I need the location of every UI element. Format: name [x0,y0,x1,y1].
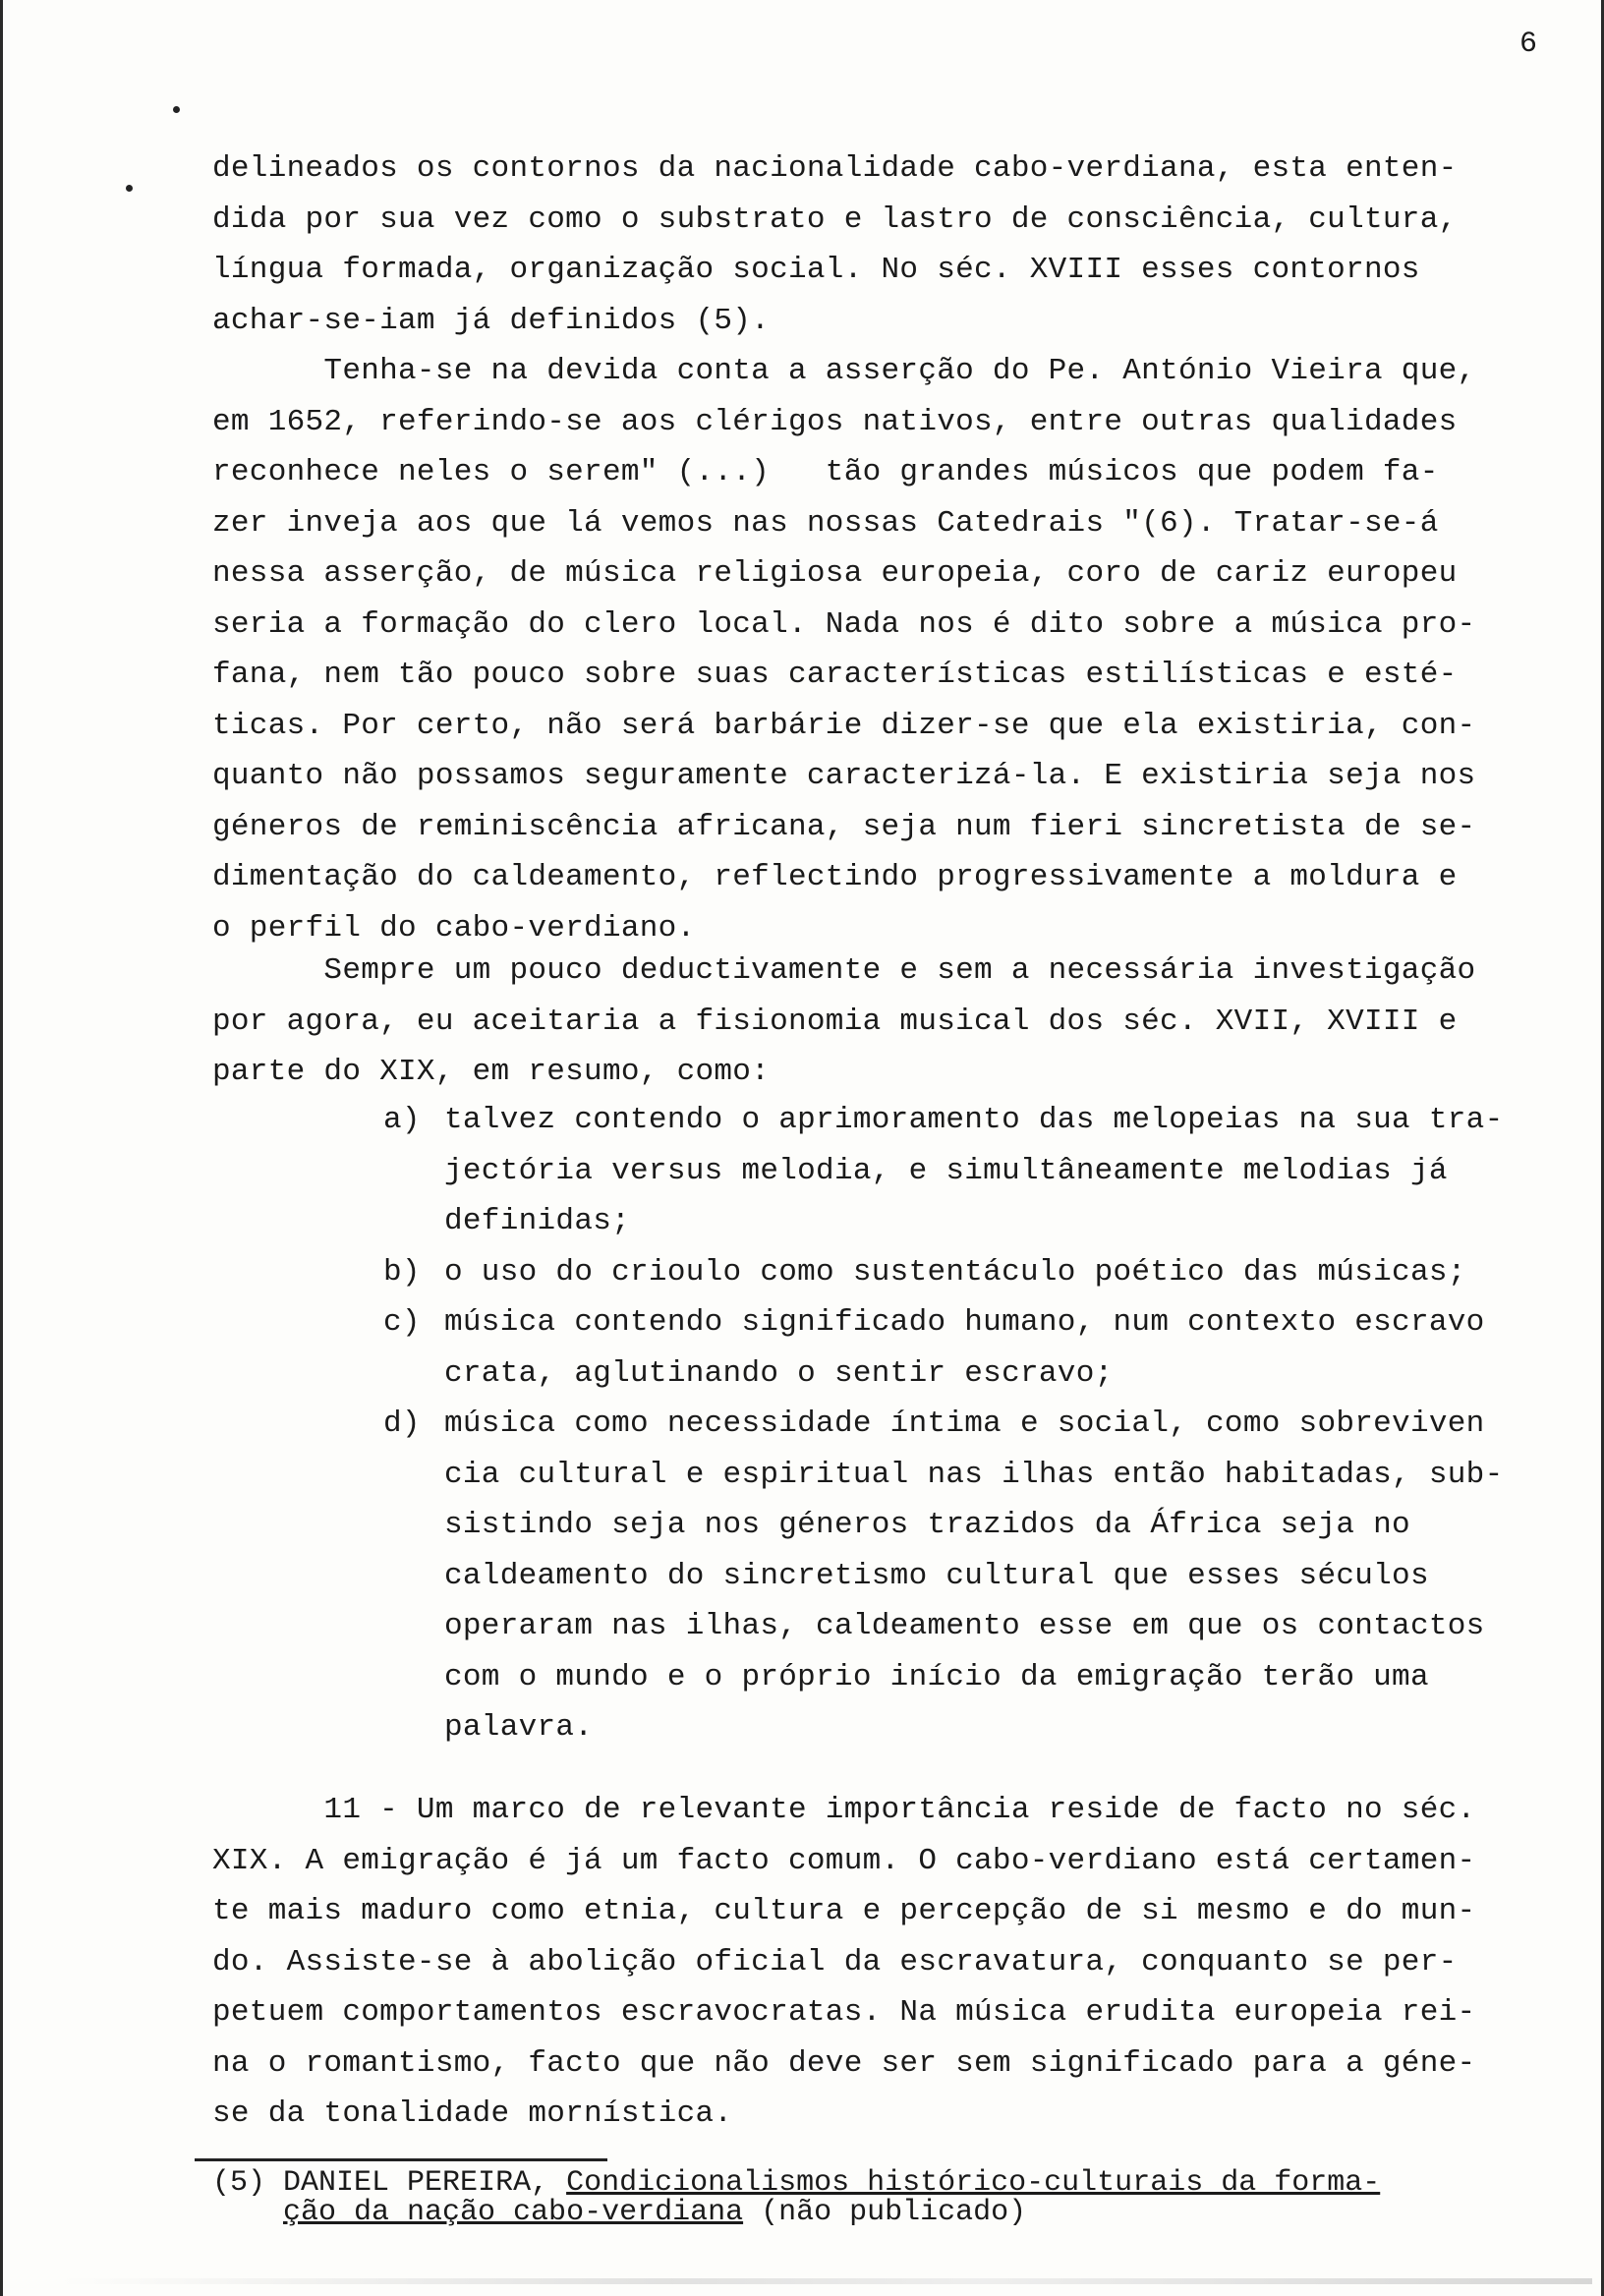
page-number: 6 [1519,28,1538,61]
paragraph-2: Tenha-se na devida conta a asserção do Pe. António Vieira que, em 1652, referindo-se aos clérigos nativos, entre outras qualidades reconhece neles o serem" (...) tão grandes músicos que podem fa- zer inveja aos que lá vemos nas nossas Catedrais "(6). Tratar-se-á nessa asserção, de música religiosa europeia, coro de cariz europeu seria a formação do clero local. Nada nos é dito sobre a música pro- fana, nem tão pouco sobre suas características estilísticas e esté- ticas. Por certo, não será barbárie dizer-se que ela existiria, con- quanto não possamos seguramente caracterizá-la. E existiria seja nos géneros de reminiscência africana, seja num fieri sincretista de se- dimentação do caldeamento, reflectindo progressivamente a moldura e o perfil do cabo-verdiano. [212,354,1476,946]
left-margin-rule [0,0,3,2296]
scan-edge-noise [59,2278,1592,2284]
paragraph-4: 11 - Um marco de relevante importância reside de facto no séc. XIX. A emigração é já um facto comum. O cabo-verdiano está certamen- te mais maduro como etnia, cultura e percepção de si mesmo e do mun- do. Assiste-se à abolição oficial da escravatura, conquanto se per- petuem comportamentos escravocratas. Na música erudita europeia rei- na o romantismo, facto que não deve ser sem significado para a géne- se da tonalidade mornística. [212,1793,1476,2131]
margin-dot [126,185,133,192]
list-item-a [383,1095,1582,1247]
characteristics-list [383,1095,1582,1753]
footnote-5 [212,2168,1380,2227]
footnote-note: (não publicado) [761,2196,1027,2229]
list-marker: c) [383,1305,421,1340]
list-item-d [383,1399,1582,1753]
list-text: talvez contendo o aprimoramento das melopeias na sua tra- jectória versus melodia, e simultâneamente melodias já definidas; [444,1103,1504,1238]
paragraph-3: Sempre um pouco deductivamente e sem a necessária investigação por agora, eu aceitaria a fisionomia musical dos séc. XVII, XVIII e parte do XIX, em resumo, como: [212,953,1476,1089]
footnote-title-line-1: Condicionalismos histórico-culturais da forma- [566,2166,1381,2200]
list-item-c [383,1297,1582,1399]
list-marker: b) [383,1254,421,1290]
list-text: música como necessidade íntima e social, como sobreviven cia cultural e espiritual nas ilhas então habitadas, sub- sistindo seja nos géneros trazidos da África seja no caldeamento do sincretismo cultural que esses séculos operaram nas ilhas, caldeamento esse em que os contactos com o mundo e o próprio início da emigração terão uma palavra. [444,1406,1504,1745]
list-item-b [383,1247,1582,1298]
list-text: música contendo significado humano, num contexto escravo crata, aglutinando o sentir escravo; [444,1305,1485,1391]
list-marker: d) [383,1406,421,1441]
footnote-marker: (5) [212,2166,266,2200]
list-text: o uso do crioulo como sustentáculo poético das músicas; [444,1254,1466,1290]
footnote-author: DANIEL PEREIRA, [283,2166,549,2200]
paragraph-1: delineados os contornos da nacionalidade cabo-verdiana, esta enten- dida por sua vez como o substrato e lastro de consciência, cultura, língua formada, organização social. No séc. XVIII esses contornos achar-se-iam já definidos (5). [212,151,1458,338]
margin-dot [173,106,180,113]
footnote-separator [195,2158,607,2161]
list-marker: a) [383,1103,421,1137]
footnote-title-line-2: ção da nação cabo-verdiana [283,2196,744,2229]
